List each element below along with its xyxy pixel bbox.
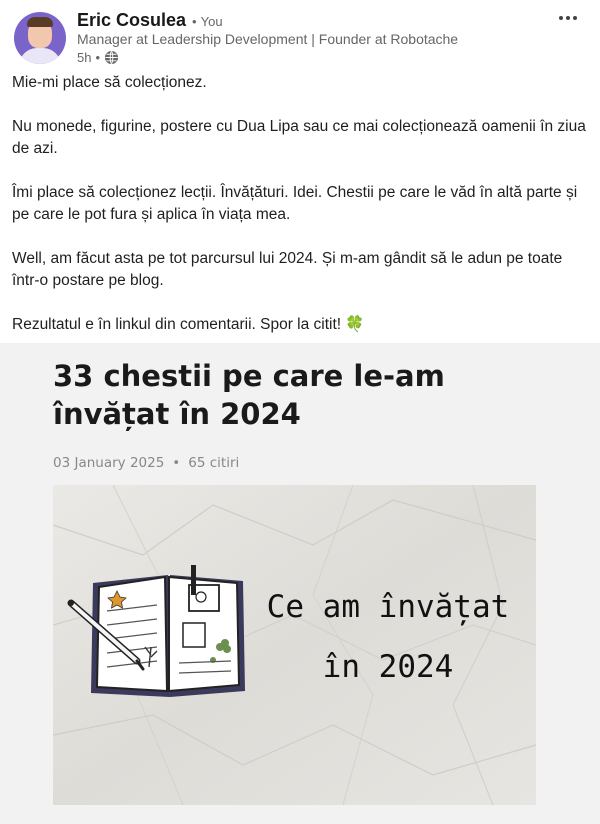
commentary-paragraph: Nu monede, figurine, postere cu Dua Lipa sau ce mai colecționează oamenii în ziua de azi. (12, 118, 586, 157)
article-cover-image[interactable] (53, 485, 536, 805)
separator-dot: • (192, 14, 197, 29)
article-title[interactable]: 33 chestii pe care le-am învățat în 2024 (53, 359, 445, 431)
author-name-row (77, 10, 223, 32)
article-date: 03 January 2025 (53, 455, 165, 471)
author-relation: You (200, 14, 223, 29)
more-options-button[interactable] (552, 6, 584, 30)
author-headline: Manager at Leadership Development | Founder at Robotache (77, 31, 459, 47)
commentary-paragraph: Mie-mi place să colecționez. (12, 74, 207, 91)
commentary-paragraph: Îmi place să colecționez lecții. Învățături. Idei. Chestii pe care le văd în altă parte și pe care le pot fura și aplica în viața mea. (12, 184, 578, 223)
separator-dot: • (95, 49, 101, 65)
globe-icon (104, 50, 119, 65)
article-meta (53, 455, 239, 471)
open-notebook-illustration (68, 565, 245, 697)
cover-caption (253, 577, 523, 697)
separator-dot: • (172, 455, 181, 471)
article-preview-card[interactable] (0, 343, 600, 824)
post-meta (77, 48, 119, 66)
post-header (0, 0, 600, 70)
cover-caption-line: Ce am învățat (266, 589, 510, 625)
article-reads: 65 citiri (188, 455, 240, 471)
commentary-paragraph: Rezultatul e în linkul din comentarii. Spor la citit! 🍀 (12, 316, 365, 333)
cover-caption-line: în 2024 (322, 649, 454, 685)
post-time: 5h (77, 49, 92, 65)
author-name[interactable]: Eric Cosulea (77, 10, 187, 30)
ellipsis-icon (559, 16, 577, 20)
commentary-paragraph: Well, am făcut asta pe tot parcursul lui 2024. Și m-am gândit să le adun pe toate într-o postare pe blog. (12, 250, 563, 289)
post-commentary (12, 72, 590, 336)
avatar[interactable] (14, 12, 66, 64)
